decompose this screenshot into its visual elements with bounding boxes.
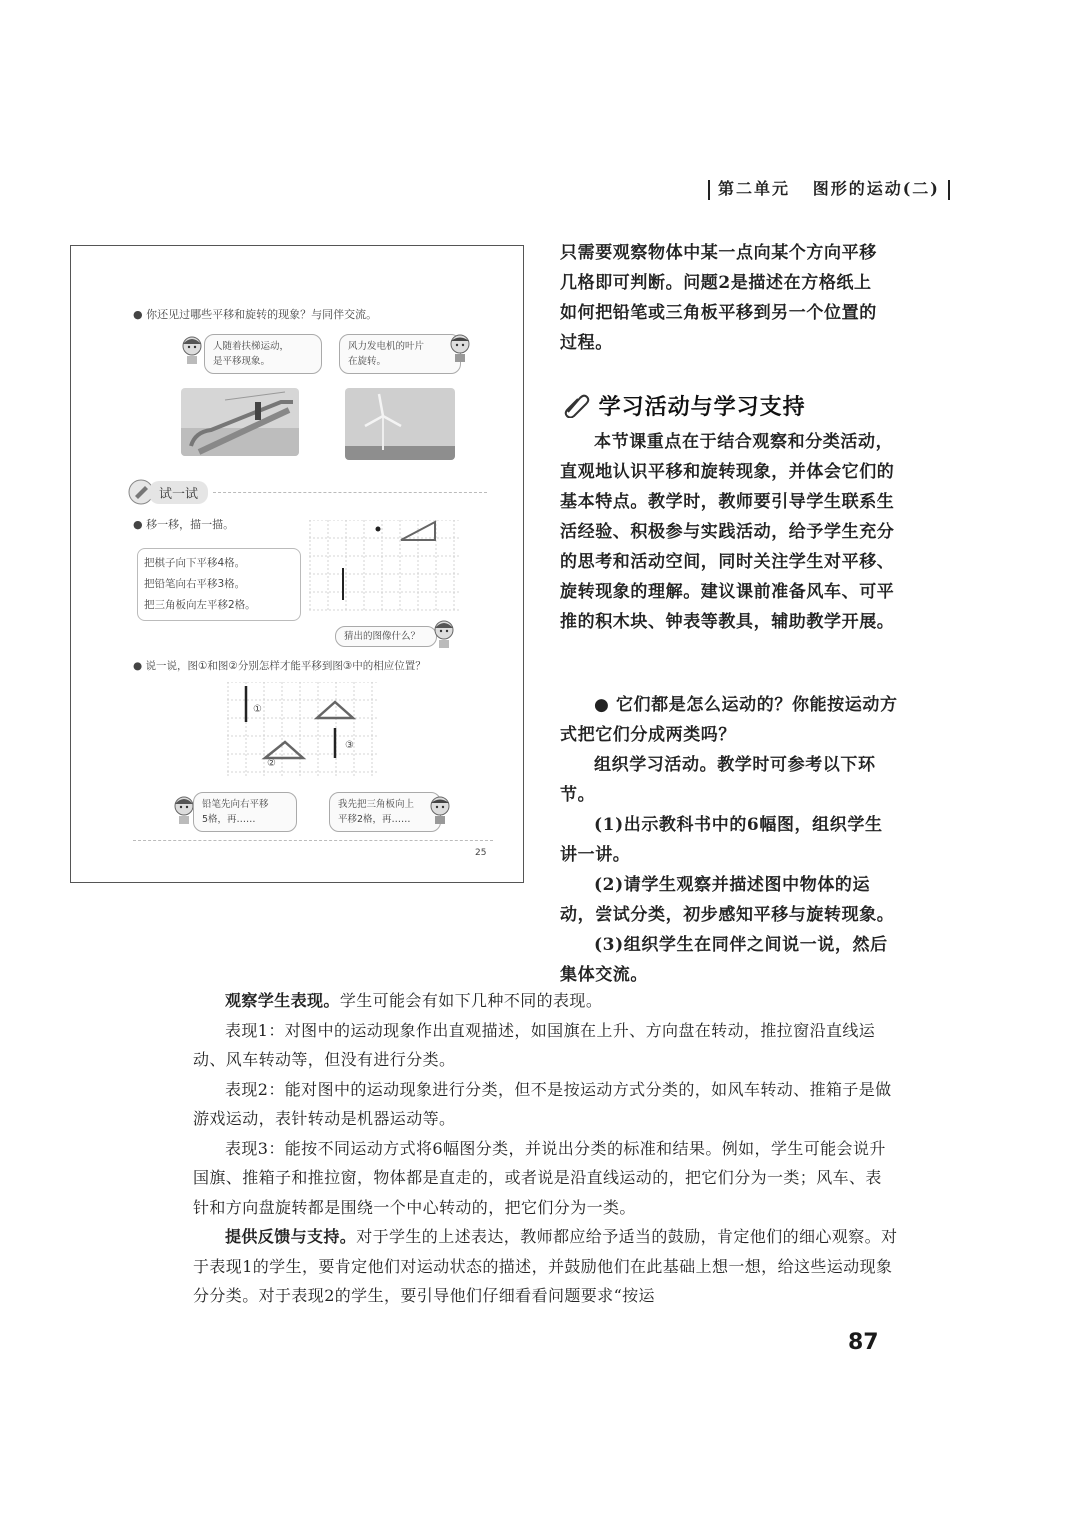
mark-2: ② — [267, 758, 276, 769]
bubble-pencil: 铅笔先向右平移 5格，再…… — [193, 792, 297, 832]
divider — [133, 840, 493, 841]
bubble-windmill: 风力发电机的叶片 在旋转。 — [339, 334, 461, 374]
step-1: (1)出示教科书中的6幅图，组织学生讲一讲。 — [560, 815, 883, 865]
running-header — [700, 176, 960, 206]
mark-3: ③ — [345, 740, 354, 751]
header-title: 图形的运动(二) — [812, 179, 940, 198]
organize-paragraph: 组织学习活动。教学时可参考以下环节。 — [560, 755, 876, 805]
bubble-escalator: 人随着扶梯运动， 是平移现象。 — [204, 334, 322, 374]
bubble-guess: 猜出的图像什么？ — [335, 626, 437, 647]
section-title: 学习活动与学习支持 — [562, 390, 806, 421]
step-3: (3)组织学生在同伴之间说一说，然后集体交流。 — [560, 935, 888, 985]
divider — [213, 492, 487, 493]
instruction-box: 把棋子向下平移4格。 把铅笔向右平移3格。 把三角板向左平移2格。 — [137, 548, 301, 621]
mark-1: ① — [253, 704, 262, 715]
page-number: 87 — [848, 1330, 879, 1355]
escalator-photo — [181, 388, 299, 456]
inset-question-1: ● 你还见过哪些平移和旋转的现象？与同伴交流。 — [133, 308, 378, 321]
paperclip-icon — [562, 392, 590, 418]
step-2: (2)请学生观察并描述图中物体的运动，尝试分类，初步感知平移与旋转现象。 — [560, 875, 895, 925]
steps-list — [560, 810, 900, 990]
performance-1: 表现1：对图中的运动现象作出直观描述，如国旗在上升、方向盘在转动，推拉窗沿直线运动、风车转动等，但没有进行分类。 — [193, 1020, 876, 1069]
performance-3: 表现3：能按不同运动方式将6幅图分类，并说出分类的标准和结果。例如，学生可能会说升国旗、推箱子和推拉窗，物体都是直走的，或者说是沿直线运动的，把它们分为一类；风车、表针和方向盘旋转都是围绕一个中心转动的，把它们分为一类。 — [193, 1138, 886, 1217]
header-unit: 第二单元 — [718, 179, 791, 198]
inset-question-2: ● 说一说，图①和图②分别怎样才能平移到图③中的相应位置？ — [133, 660, 426, 672]
right-column-intro: 只需要观察物体中某一点向某个方向平移 几格即可判断。问题2是描述在方格纸上 如何把铅笔或三角板平移到另一个位置的 过程。 — [560, 243, 877, 353]
wind-turbine-photo — [345, 388, 455, 460]
translation-grid-1 — [309, 520, 459, 612]
inset-page-number: 25 — [475, 848, 487, 858]
translation-grid-2 — [227, 682, 377, 778]
textbook-page-inset — [70, 245, 524, 883]
child-avatar-icon — [427, 794, 453, 824]
inset-task: ● 移一移，描一描。 — [133, 518, 235, 531]
try-label: 试一试 — [149, 481, 208, 504]
feedback-paragraph: 提供反馈与支持。对于学生的上述表达，教师都应给予适当的鼓励，肯定他们的细心观察。对于表现1的学生，要肯定他们对运动状态的描述，并鼓励他们在此基础上想一想，给这些运动现象分分类。对于表现2的学生，要引导他们仔细看看问题要求“按运 — [193, 1227, 898, 1305]
performance-2: 表现2：能对图中的运动现象进行分类，但不是按运动方式分类的，如风车转动、推箱子是做游戏运动，表针转动是机器运动等。 — [193, 1079, 892, 1128]
child-avatar-icon — [431, 618, 457, 648]
child-avatar-icon — [179, 334, 205, 364]
bubble-triangle: 我先把三角板向上 平移2格，再…… — [329, 792, 441, 832]
activity-question: ● 它们都是怎么运动的？你能按运动方式把它们分成两类吗？ — [560, 695, 898, 745]
child-avatar-icon — [447, 332, 473, 362]
observation-section — [193, 986, 898, 1311]
observe-paragraph: 观察学生表现。学生可能会有如下几种不同的表现。 — [225, 991, 603, 1010]
section-paragraph: 本节课重点在于结合观察和分类活动，直观地认识平移和旋转现象，并体会它们的基本特点。教学时，教师要引导学生联系生活经验、积极参与实践活动，给予学生充分的思考和活动空间，同时关注学生对平移、旋转现象的理解。建议课前准备风车、可平推的积木块、钟表等教具，辅助教学开展。 — [560, 432, 895, 632]
